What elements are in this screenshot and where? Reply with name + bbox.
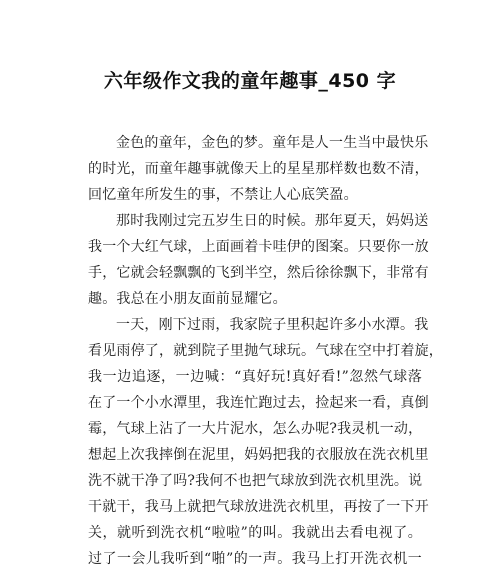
text-line: 回忆童年所发生的事，不禁让人心底笑盈。 bbox=[88, 187, 358, 203]
text-line: 过了一会儿我听到“啪”的一声。我马上打开洗衣机一 bbox=[88, 551, 422, 566]
text-line: 霉，气球上沾了一大片泥水，怎么办呢?我灵机一动， bbox=[88, 421, 423, 437]
article-body bbox=[88, 130, 443, 566]
text-line: 的时光，而童年趣事就像天上的星星那样数也数不清， bbox=[88, 161, 429, 177]
text-line: 趣。我总在小朋友面前显耀它。 bbox=[88, 291, 287, 307]
text-line: 一天，刚下过雨，我家院子里积起许多小水潭。我 bbox=[116, 317, 429, 333]
text-line: 我一边追逐，一边喊：“真好玩!真好看!”忽然气球落 bbox=[88, 369, 422, 385]
text-line: 在了一个小水潭里，我连忙跑过去，捡起来一看，真倒 bbox=[88, 395, 429, 411]
text-line: 手，它就会轻飘飘的飞到半空，然后徐徐飘下，非常有 bbox=[88, 265, 429, 281]
text-line: 金色的童年，金色的梦。童年是人一生当中最快乐 bbox=[116, 135, 429, 151]
text-line: 我一个大红气球，上面画着卡哇伊的图案。只要你一放 bbox=[88, 239, 429, 255]
document-title: 六年级作文我的童年趣事_450 字 bbox=[103, 70, 397, 92]
text-line: 干就干，我马上就把气球放进洗衣机里，再按了一下开 bbox=[88, 499, 429, 515]
text-line: 关，就听到洗衣机“啦啦”的叫。我就出去看电视了。 bbox=[88, 525, 422, 541]
text-line: 想起上次我摔倒在泥里，妈妈把我的衣服放在洗衣机里 bbox=[88, 447, 429, 463]
text-line: 洗不就干净了吗?我何不也把气球放到洗衣机里洗。说 bbox=[88, 473, 423, 489]
text-line: 那时我刚过完五岁生日的时候。那年夏天，妈妈送 bbox=[116, 213, 429, 229]
text-line: 看见雨停了，就到院子里抛气球玩。气球在空中打着旋， bbox=[88, 343, 443, 359]
